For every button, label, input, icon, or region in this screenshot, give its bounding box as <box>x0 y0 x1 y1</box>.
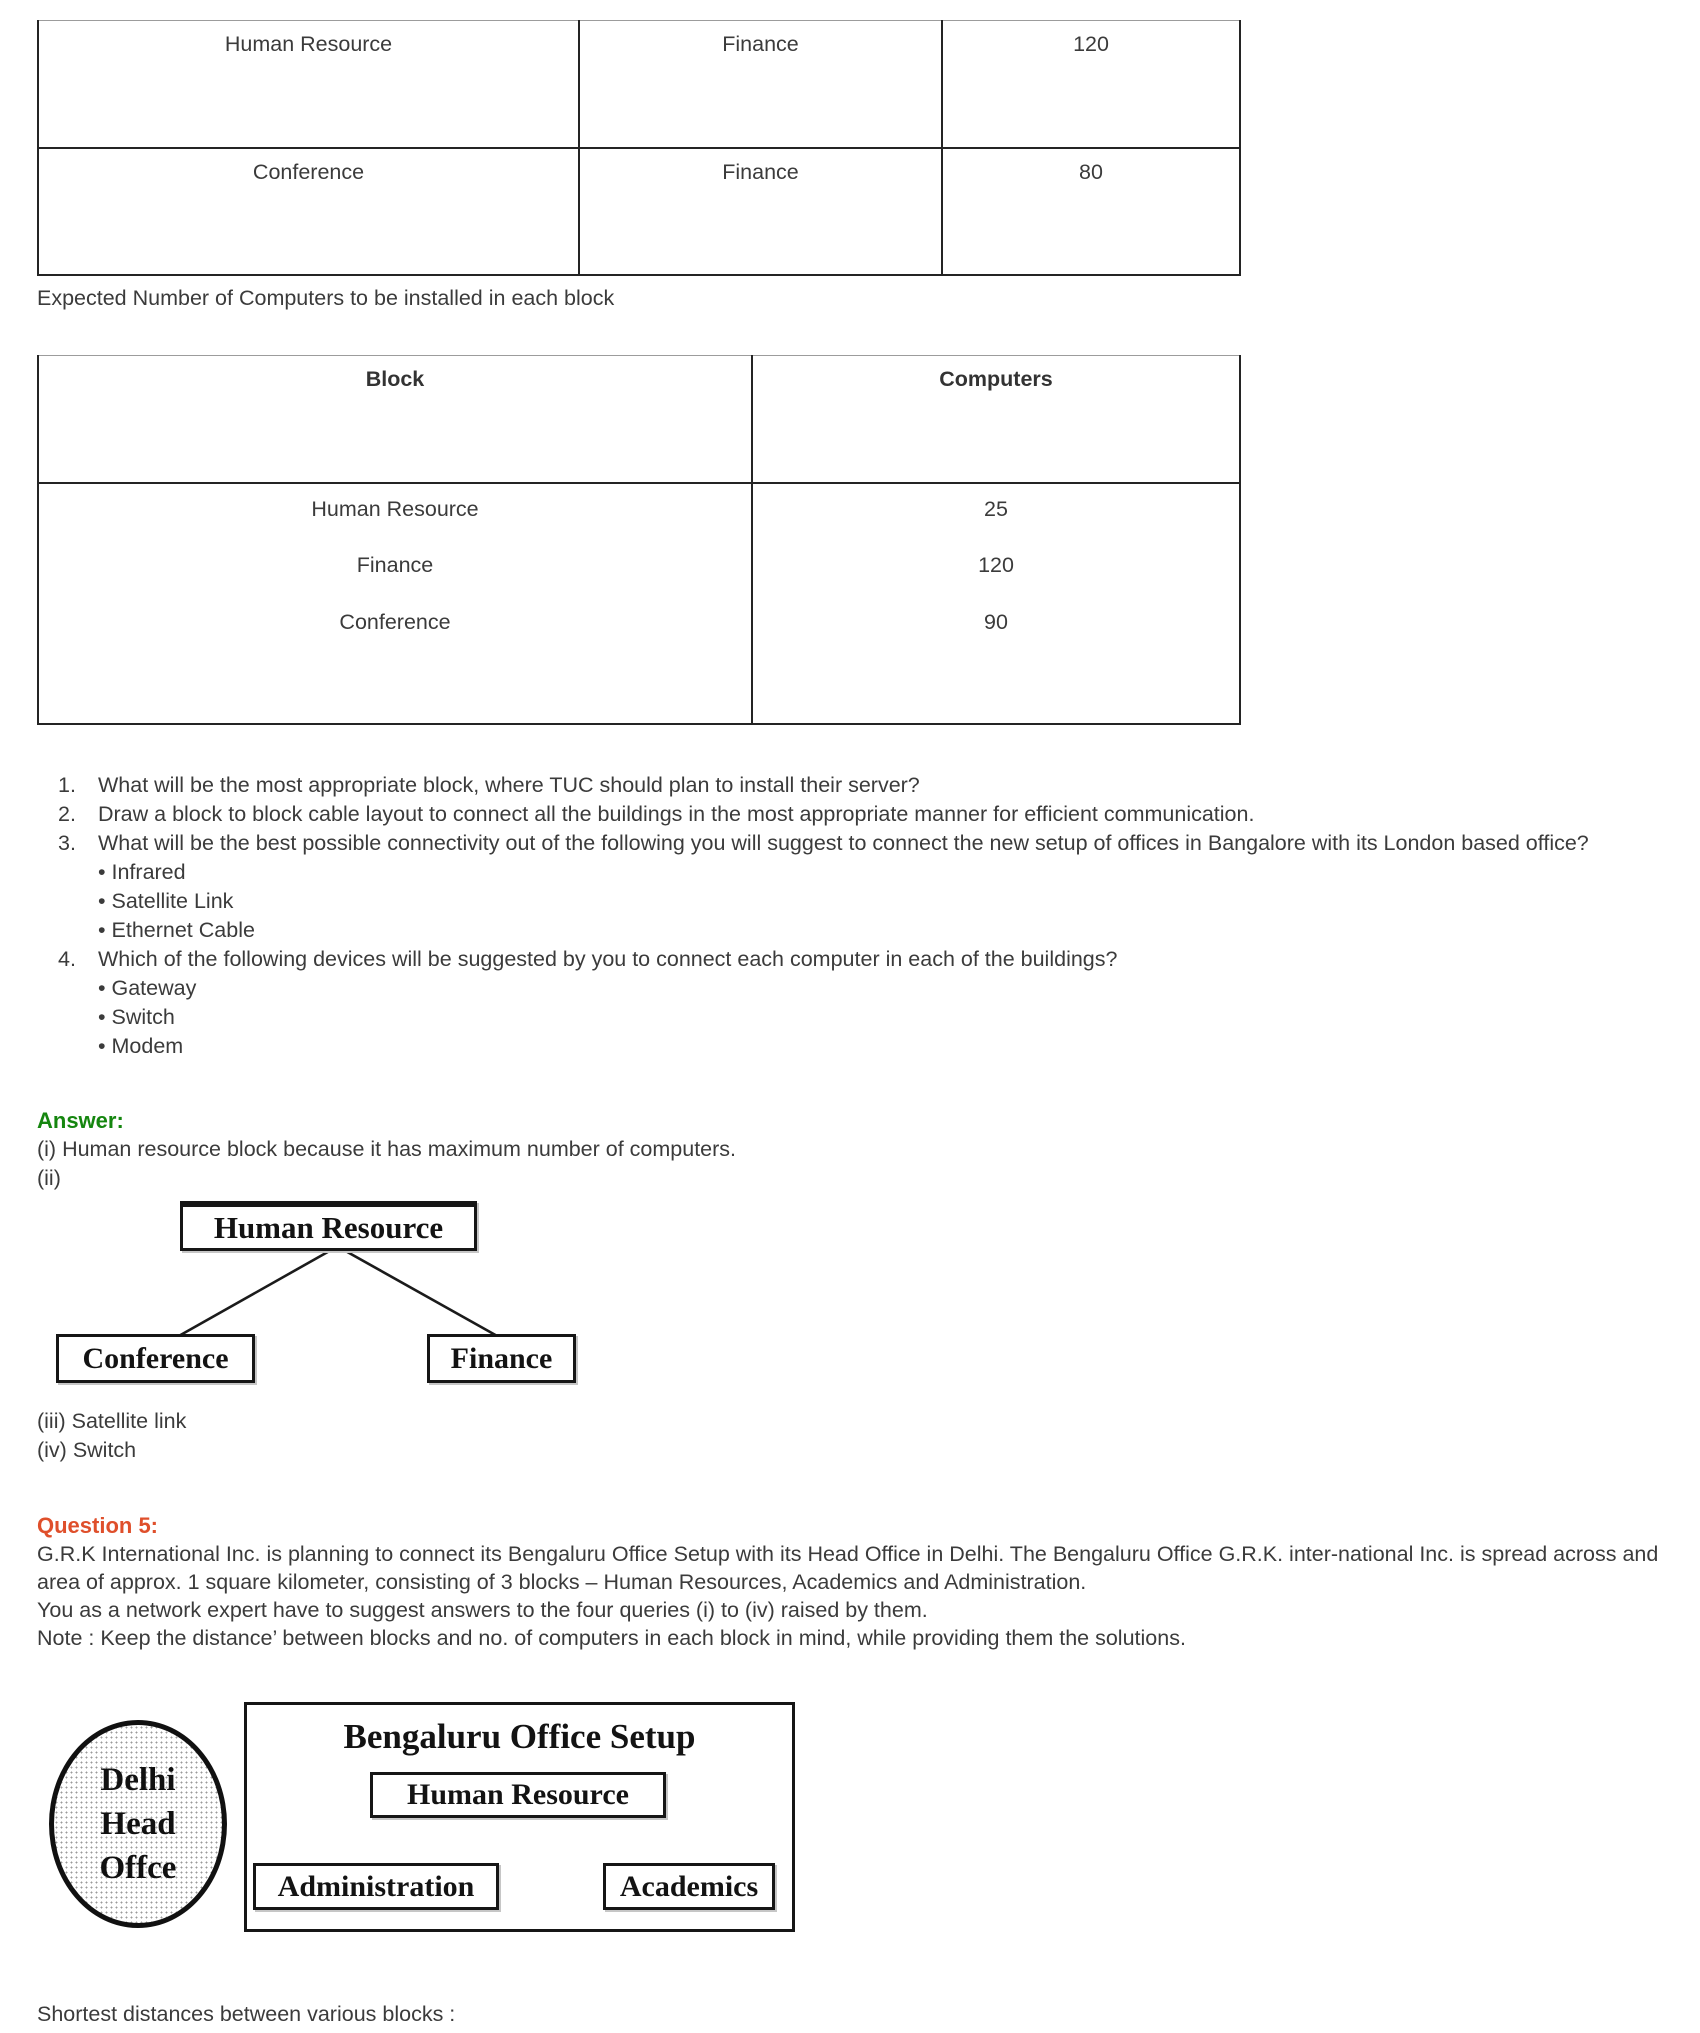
delhi-head-office-oval <box>49 1720 227 1928</box>
answer-line-ii: (ii) <box>37 1166 61 1190</box>
computers-table <box>37 355 1241 726</box>
question-number: 4. <box>58 947 76 971</box>
office-layout-diagram <box>37 1702 857 1942</box>
administration-box: Administration <box>253 1863 499 1910</box>
table-spacer-cell <box>38 654 752 724</box>
question5-paragraph-3: Note : Keep the distance’ between blocks and no. of computers in each block in mind, while providing them the solutions. <box>37 1626 1186 1650</box>
bullet-option: • Gateway <box>98 976 197 1000</box>
question5-label: Question 5: <box>37 1513 159 1538</box>
answer-label: Answer: <box>37 1108 124 1133</box>
column-header-block: Block <box>38 355 752 483</box>
academics-box: Academics <box>603 1863 775 1910</box>
bengaluru-office-title: Bengaluru Office Setup <box>343 1717 696 1756</box>
bullet-option: • Switch <box>98 1005 175 1029</box>
question5-section <box>37 1511 1682 2028</box>
question-text: Draw a block to block cable layout to connect all the buildings in the most appropriate manner for efficient communication. <box>98 802 1255 826</box>
table-cell: Human Resource <box>38 483 752 540</box>
question-item-2 <box>37 800 1682 829</box>
table-cell: 25 <box>752 483 1240 540</box>
answer-line-iii: (iii) Satellite link <box>37 1409 187 1433</box>
human-resource-box: Human Resource <box>370 1772 666 1818</box>
finance-block-box: Finance <box>427 1334 576 1383</box>
table-header-row <box>38 355 1240 483</box>
question-text: Which of the following devices will be suggested by you to connect each computer in each of the buildings? <box>98 947 1118 971</box>
table-spacer-row <box>38 654 1240 724</box>
answer-line-i: (i) Human resource block because it has maximum number of computers. <box>37 1137 737 1161</box>
question-item-3 <box>37 829 1682 945</box>
human-resource-block-box: Human Resource <box>180 1201 477 1251</box>
table-cell: 90 <box>752 597 1240 654</box>
table-row <box>38 21 1240 148</box>
table-cell: Finance <box>38 540 752 597</box>
oval-text-line: Offce <box>99 1850 177 1886</box>
answer-section <box>37 1106 1682 1465</box>
table-cell: 120 <box>752 540 1240 597</box>
question5-paragraph-2: You as a network expert have to suggest answers to the four queries (i) to (iv) raised by them. <box>37 1598 928 1622</box>
bullet-option: • Ethernet Cable <box>98 918 255 942</box>
table-cell: Finance <box>579 21 942 148</box>
table-row <box>38 483 1240 540</box>
table-cell: Finance <box>579 148 942 275</box>
question-list <box>37 771 1682 1061</box>
table-cell: Conference <box>38 148 579 275</box>
bullet-option: • Infrared <box>98 860 186 884</box>
table-cell: Human Resource <box>38 21 579 148</box>
question-text: What will be the most appropriate block, where TUC should plan to install their server? <box>98 773 920 797</box>
table-cell: 120 <box>942 21 1240 148</box>
table-cell: Conference <box>38 597 752 654</box>
table-cell: 80 <box>942 148 1240 275</box>
oval-text-line: Head <box>100 1806 176 1842</box>
oval-text-line: Delhi <box>100 1762 176 1798</box>
question-item-1 <box>37 771 1682 800</box>
cable-line-left <box>177 1249 333 1337</box>
table-spacer-cell <box>752 654 1240 724</box>
table-row <box>38 597 1240 654</box>
table-row <box>38 540 1240 597</box>
question-number: 1. <box>58 773 76 797</box>
cable-layout-diagram <box>37 1201 757 1401</box>
expected-computers-caption: Expected Number of Computers to be installed in each block <box>37 285 615 310</box>
bullet-option: • Modem <box>98 1034 184 1058</box>
table-row <box>38 148 1240 275</box>
bullet-option: • Satellite Link <box>98 889 234 913</box>
question-text: What will be the best possible connectivity out of the following you will suggest to connect the new setup of offices in Bangalore with its London based office? <box>98 831 1589 855</box>
question-item-4 <box>37 945 1682 1061</box>
continuation-table <box>37 20 1241 276</box>
question-number: 3. <box>58 831 76 855</box>
cable-line-right <box>342 1249 499 1337</box>
question-number: 2. <box>58 802 76 826</box>
answer-line-iv: (iv) Switch <box>37 1438 137 1462</box>
conference-block-box: Conference <box>56 1334 255 1383</box>
column-header-computers: Computers <box>752 355 1240 483</box>
shortest-distances-caption: Shortest distances between various blocks : <box>37 2002 456 2026</box>
question5-paragraph-1: G.R.K International Inc. is planning to connect its Bengaluru Office Setup with its Head Office in Delhi. The Bengaluru Office G.R.K. inter-national Inc. is spread across and area of approx. 1 square kilometer, consisting of 3 blocks – Human Resources, Academics and Administration. <box>37 1542 1659 1594</box>
